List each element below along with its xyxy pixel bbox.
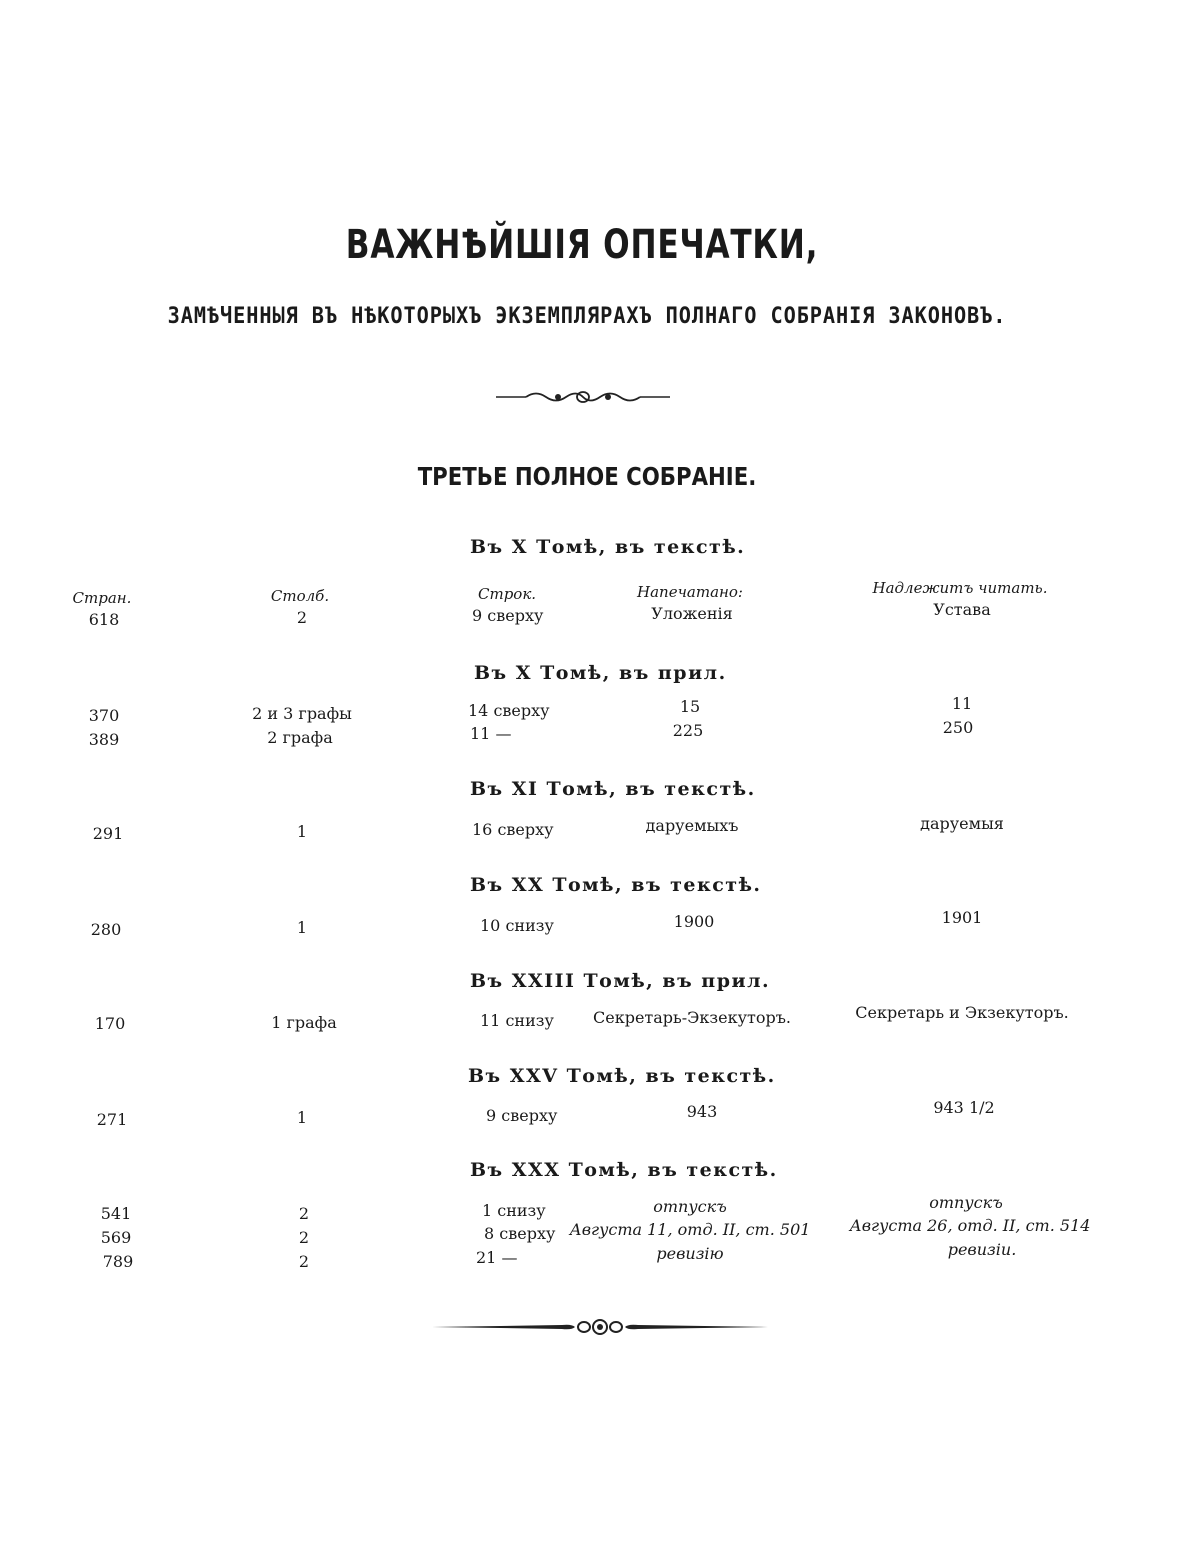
cell-column: 1 bbox=[296, 1108, 308, 1127]
cell-line: 9 сверху bbox=[486, 1106, 558, 1125]
page-subtitle: ЗАМѢЧЕННЫЯ ВЪ НѢКОТОРЫХЪ ЭКЗЕМПЛЯРАХЪ ПОЛНАГО СОБРАНІЯ ЗАКОНОВЪ. bbox=[167, 304, 1007, 329]
header-line: Строк. bbox=[478, 585, 537, 603]
cell-page: 271 bbox=[96, 1110, 128, 1129]
cell-column: 1 графа bbox=[271, 1013, 337, 1032]
cell-column: 1 bbox=[296, 918, 308, 937]
header-should-read: Надлежитъ читать. bbox=[872, 579, 1048, 597]
volume-heading: Въ XX Томѣ, въ текстѣ. bbox=[470, 874, 762, 896]
cell-should-read: отпускъ bbox=[929, 1193, 1003, 1212]
cell-printed: даруемыхъ bbox=[645, 816, 739, 835]
cell-printed: Секретарь-Экзекуторъ. bbox=[592, 1008, 792, 1027]
cell-page: 370 bbox=[88, 706, 120, 725]
cell-page: 389 bbox=[88, 730, 120, 749]
cell-column: 2 bbox=[298, 1204, 310, 1223]
cell-should-read: Устава bbox=[933, 600, 991, 619]
cell-column: 2 bbox=[298, 1228, 310, 1247]
volume-heading: Въ XXIII Томѣ, въ прил. bbox=[470, 970, 771, 992]
volume-heading: Въ X Томѣ, въ текстѣ. bbox=[470, 536, 746, 558]
cell-printed: 1900 bbox=[673, 912, 715, 931]
cell-line: 10 снизу bbox=[480, 916, 554, 935]
cell-column: 2 и 3 графы bbox=[252, 704, 352, 723]
cell-line: 1 снизу bbox=[482, 1201, 546, 1220]
cell-page: 789 bbox=[102, 1252, 134, 1271]
cell-line: 11 — bbox=[470, 724, 512, 743]
cell-line: 11 снизу bbox=[480, 1011, 554, 1030]
cell-column: 2 графа bbox=[267, 728, 333, 747]
cell-should-read: 943 1/2 bbox=[933, 1098, 995, 1117]
cell-should-read: 11 bbox=[951, 694, 973, 713]
cell-printed: 225 bbox=[672, 721, 704, 740]
ornament-divider bbox=[496, 386, 670, 408]
ornament-divider bbox=[432, 1314, 768, 1340]
cell-printed: отпускъ bbox=[653, 1197, 727, 1216]
cell-line: 8 сверху bbox=[484, 1224, 556, 1243]
cell-printed: ревизію bbox=[656, 1244, 724, 1263]
cell-should-read: 1901 bbox=[941, 908, 983, 927]
cell-printed: Уложенія bbox=[651, 604, 733, 623]
cell-page: 291 bbox=[92, 824, 124, 843]
cell-line: 9 сверху bbox=[472, 606, 544, 625]
cell-printed: Августа 11, отд. II, ст. 501 bbox=[569, 1220, 811, 1239]
cell-page: 541 bbox=[100, 1204, 132, 1223]
cell-printed: 943 bbox=[686, 1102, 718, 1121]
section-title: ТРЕТЬЕ ПОЛНОЕ СОБРАНІЕ. bbox=[417, 462, 757, 491]
cell-page: 618 bbox=[88, 610, 120, 629]
page-title: ВАЖНѢЙШІЯ ОПЕЧАТКИ, bbox=[345, 222, 819, 268]
cell-page: 280 bbox=[90, 920, 122, 939]
header-column: Столб. bbox=[270, 587, 330, 605]
cell-column: 1 bbox=[296, 822, 308, 841]
volume-heading: Въ XXV Томѣ, въ текстѣ. bbox=[468, 1065, 776, 1087]
volume-heading: Въ XXX Томѣ, въ текстѣ. bbox=[470, 1159, 778, 1181]
cell-should-read: Секретарь и Экзекуторъ. bbox=[855, 1003, 1069, 1022]
volume-heading: Въ XI Томѣ, въ текстѣ. bbox=[470, 778, 756, 800]
cell-page: 170 bbox=[94, 1014, 126, 1033]
header-printed: Напечатано: bbox=[637, 583, 743, 601]
cell-should-read: даруемыя bbox=[920, 814, 1004, 833]
cell-line: 21 — bbox=[476, 1248, 518, 1267]
header-page: Стран. bbox=[72, 589, 132, 607]
cell-line: 14 сверху bbox=[468, 701, 550, 720]
cell-page: 569 bbox=[100, 1228, 132, 1247]
cell-column: 2 bbox=[298, 1252, 310, 1271]
cell-column: 2 bbox=[296, 608, 308, 627]
cell-should-read: Августа 26, отд. II, ст. 514 bbox=[849, 1216, 1091, 1235]
cell-should-read: ревизіи. bbox=[947, 1240, 1017, 1259]
cell-line: 16 сверху bbox=[472, 820, 554, 839]
cell-printed: 15 bbox=[679, 697, 701, 716]
volume-heading: Въ X Томѣ, въ прил. bbox=[474, 662, 727, 684]
cell-should-read: 250 bbox=[942, 718, 974, 737]
